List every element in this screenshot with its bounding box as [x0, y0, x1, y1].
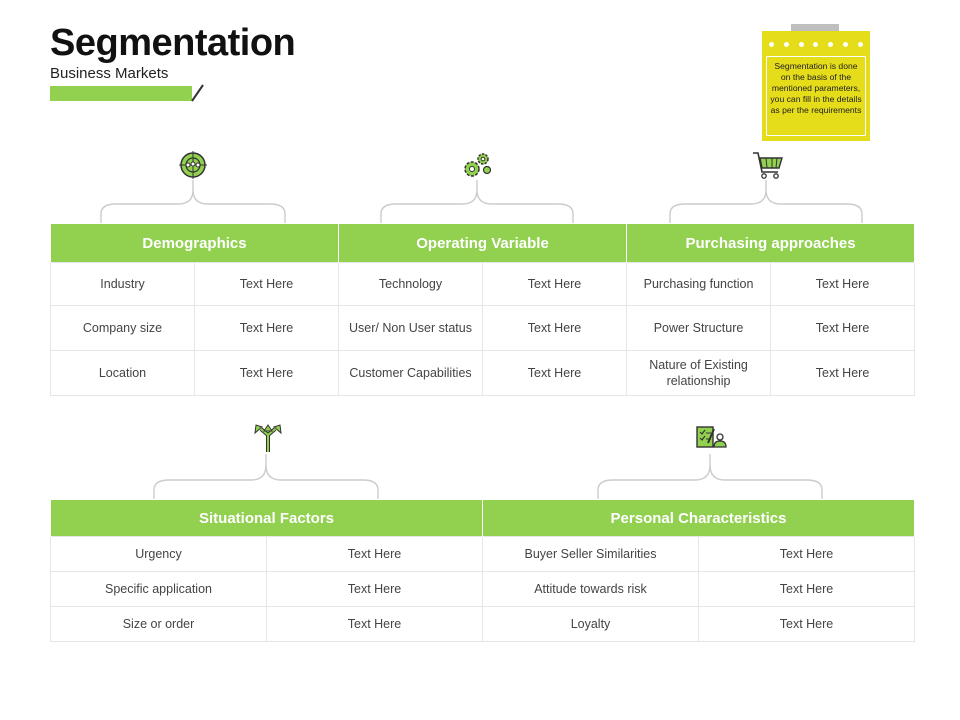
table-row	[51, 263, 915, 306]
table-row	[51, 572, 915, 607]
header-situational-factors: Situational Factors	[51, 500, 483, 537]
header-operating-variable: Operating Variable	[339, 224, 627, 263]
table-row	[51, 537, 915, 572]
table-cell: Buyer Seller Similarities	[483, 537, 699, 572]
note-dots	[769, 42, 863, 50]
table-cell: Size or order	[51, 607, 267, 642]
table-row	[51, 607, 915, 642]
page-subtitle: Business Markets	[50, 65, 169, 82]
table-cell: Technology	[339, 263, 483, 306]
target-people-icon	[176, 150, 210, 180]
table-cell: Nature of Existing relationship	[627, 351, 771, 396]
table-cell: Urgency	[51, 537, 267, 572]
direction-arrows-icon	[251, 423, 285, 453]
operating-connector	[378, 178, 578, 224]
shopping-cart-icon	[751, 150, 785, 180]
table-cell: Text Here	[267, 537, 483, 572]
personal-connector	[595, 452, 827, 500]
table-cell: Text Here	[699, 537, 915, 572]
table-cell: Text Here	[483, 351, 627, 396]
table-cell: Text Here	[195, 306, 339, 351]
table-cell: Text Here	[771, 306, 915, 351]
table-cell: Company size	[51, 306, 195, 351]
sticky-note-text: Segmentation is done on the basis of the mentioned parameters, you can fill in the details as per the requirements	[766, 56, 866, 136]
header-demographics: Demographics	[51, 224, 339, 263]
title-accent-bar	[50, 86, 192, 101]
table-cell: Text Here	[195, 351, 339, 396]
header-purchasing-approaches: Purchasing approaches	[627, 224, 915, 263]
table-cell: User/ Non User status	[339, 306, 483, 351]
table-cell: Purchasing function	[627, 263, 771, 306]
table-row	[51, 306, 915, 351]
top-segmentation-table	[50, 224, 915, 396]
table-cell: Text Here	[483, 306, 627, 351]
table-cell: Power Structure	[627, 306, 771, 351]
table-cell: Text Here	[267, 607, 483, 642]
table-cell: Location	[51, 351, 195, 396]
table-cell: Customer Capabilities	[339, 351, 483, 396]
table-cell: Text Here	[267, 572, 483, 607]
table-cell: Specific application	[51, 572, 267, 607]
checklist-person-icon	[694, 423, 728, 453]
demographics-connector	[98, 178, 290, 224]
gears-icon	[460, 150, 494, 180]
table-cell: Loyalty	[483, 607, 699, 642]
table-cell: Text Here	[771, 263, 915, 306]
situational-connector	[151, 452, 383, 500]
page-title: Segmentation	[50, 22, 296, 64]
purchasing-connector	[667, 178, 867, 224]
table-cell: Text Here	[699, 572, 915, 607]
table-cell: Text Here	[699, 607, 915, 642]
header-personal-characteristics: Personal Characteristics	[483, 500, 915, 537]
table-cell: Industry	[51, 263, 195, 306]
table-cell: Text Here	[195, 263, 339, 306]
table-cell: Text Here	[483, 263, 627, 306]
table-cell: Text Here	[771, 351, 915, 396]
bottom-segmentation-table	[50, 500, 915, 642]
table-row	[51, 351, 915, 396]
table-cell: Attitude towards risk	[483, 572, 699, 607]
title-slash-decoration	[189, 83, 205, 103]
